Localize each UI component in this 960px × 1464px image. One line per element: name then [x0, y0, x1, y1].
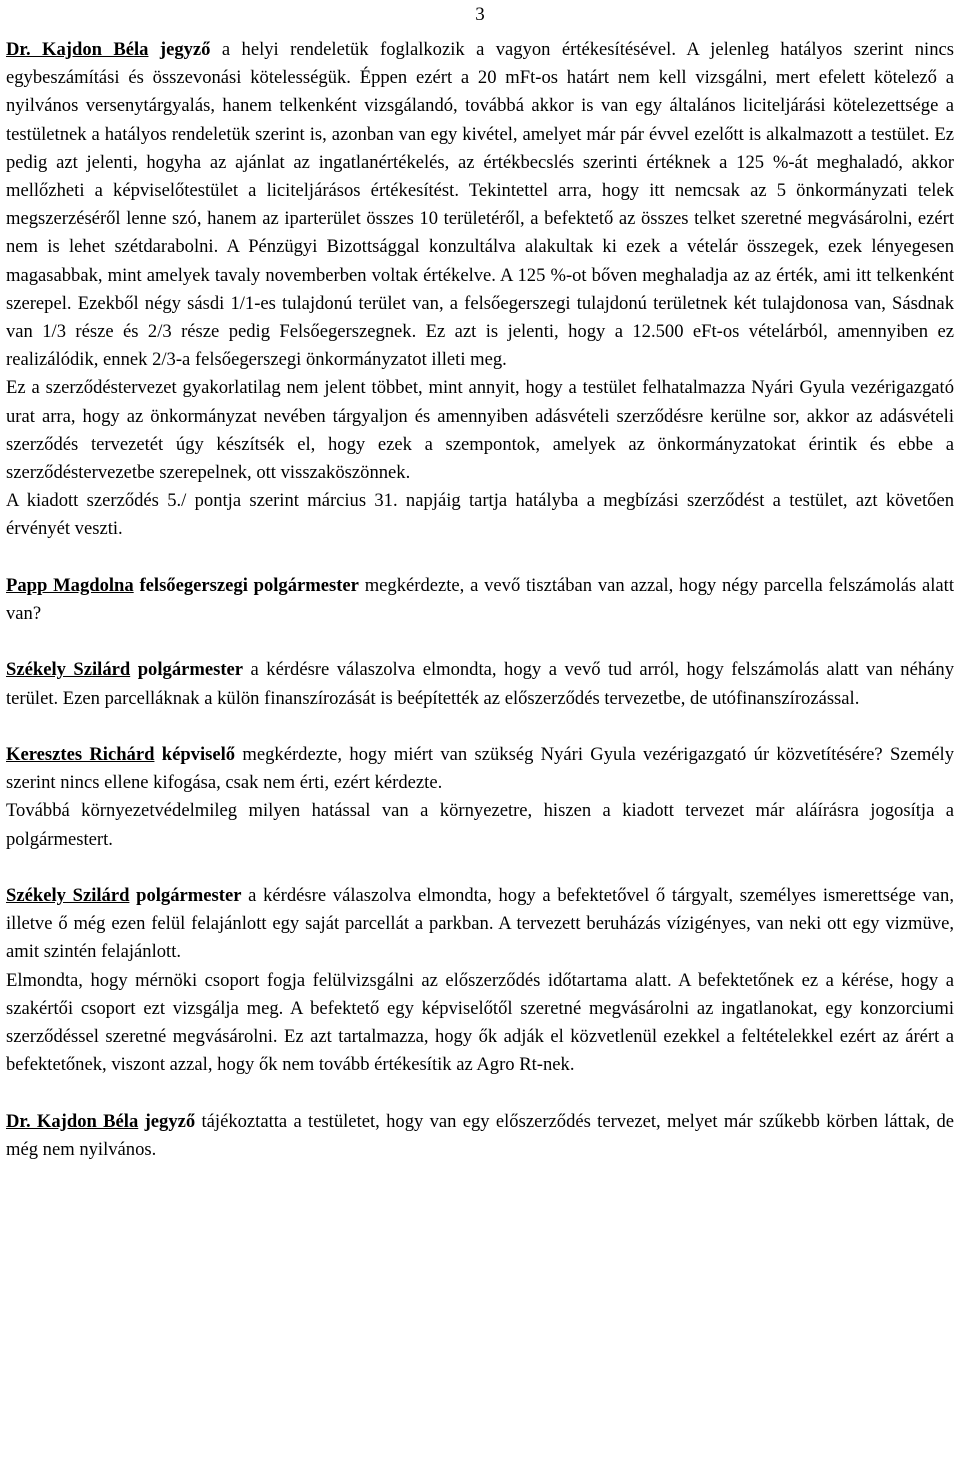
speaker-name: Székely Szilárd: [6, 659, 131, 681]
paragraph-jegyzo-2: [6, 1108, 954, 1164]
document-body: [6, 36, 954, 1164]
speaker-label: [6, 659, 243, 680]
paragraph-continuation: A kiadott szerződés 5./ pontja szerint március 31. napjáig tartja hatályba a megbízási szerződést a testület, azt követően érvényét veszti.: [6, 490, 954, 540]
paragraph-spacer: [6, 854, 954, 882]
speaker-role: felsőegerszegi polgármester: [139, 574, 359, 596]
paragraph-text: megkérdezte, a vevő tisztában van azzal, hogy négy parcella felszámolás alatt van?: [6, 574, 954, 625]
paragraph-jegyzo-1: [6, 36, 954, 374]
paragraph-text: a kérdésre válaszolva elmondta, hogy a vevő tud arról, hogy felszámolás alatt van néhány terület. Ezen parcelláknak a külön finanszírozását is beépítették az előszerződés tervezetbe, de utófinanszírozással.: [6, 659, 955, 709]
paragraph-szekely-szilard-2: [6, 882, 954, 967]
paragraph-spacer: [6, 544, 954, 572]
paragraph-papp-magdolna: [6, 572, 954, 628]
paragraph-text: a kérdésre válaszolva elmondta, hogy a befektetővel ő tárgyalt, személyes ismerettsége van, illetve ő még ezen felül felajánlott egy saját parcellát a parkban. A tervezett beruházás vízigényes, van neki ott egy vizmüve, amit szintén felajánlott.: [6, 885, 954, 963]
paragraph-continuation: Elmondta, hogy mérnöki csoport fogja felülvizsgálni az előszerződés időtartama alatt. A befektetőnek ez a kérése, hogy a szakértői csoport ezt vizsgálja meg. A befektető egy képviselőtől szeretné megvásárolni az ingatlanokat, egy konzorciumi szerződéssel szeretné megvásárolni. Ez azt tartalmazza, hogy ők adják el közvetlenül ezekkel a feltételekkel ezért az árért a befektetőnek, viszont azzal, hogy ők nem tovább értékesítik az Agro Rt-nek.: [6, 969, 954, 1076]
speaker-name: Székely Szilárd: [6, 885, 130, 907]
paragraph-spacer: [6, 1079, 954, 1107]
speaker-name: Dr. Kajdon Béla: [6, 39, 149, 60]
paragraph-spacer: [6, 628, 954, 656]
speaker-name: Papp Magdolna: [6, 574, 134, 596]
speaker-role: polgármester: [137, 659, 244, 681]
page-number: 3: [475, 4, 485, 25]
paragraph-continuation: Továbbá környezetvédelmileg milyen hatással van a környezetre, hiszen a kiadott tervezet már aláírásra jogosítja a polgármestert.: [6, 800, 954, 850]
paragraph-keresztes-richard: [6, 741, 954, 797]
speaker-role: jegyző: [159, 39, 211, 60]
speaker-label: [6, 744, 235, 765]
paragraph-text: tájékoztatta a testületet, hogy van egy előszerződés tervezet, melyet már szűkebb körben láttak, de még nem nyilvános.: [6, 1110, 955, 1160]
paragraph-szekely-szilard-1: [6, 656, 954, 712]
speaker-role: jegyző: [144, 1110, 196, 1132]
speaker-label: [6, 575, 359, 596]
speaker-name: Keresztes Richárd: [6, 744, 155, 766]
speaker-label: [6, 885, 241, 906]
paragraph-text: a helyi rendeletük foglalkozik a vagyon értékesítésével. A jelenleg hatályos szerint nincs egybeszámítási és összevonási kötelességük. Éppen ezért a 20 mFt-os határt nem kell vizsgálni, mert efelett kötelező a nyilvános versenytárgyalás, hanem telkenként vizsgálandó, továbbá akkor is van egy általános liciteljárási kötelezettsége a testületnek a hatályos rendeletük szerint is, azonban van egy kivétel, amelyet már pár évvel ezelőtt is alkalmazott a testület. Ez pedig azt jelenti, hogyha az ajánlat az ingatlanértékelés, az értékbecslés szerinti értéknek a 125 %-át meghaladó, akkor mellőzheti a képviselőtestület a liciteljárásos értékesítést. Tekintettel arra, hogy itt nemcsak az 5 önkormányzati telek megszerzéséről lenne szó, hanem az iparterület összes 10 területéről, a befektető az összes telket szeretné megvásárolni, ezért nem is lehet szétdarabolni. A Pénzügyi Bizottsággal konzultálva alakultak ki ezek a vételár összegek, ezek lényegesen magasabbak, mint amelyek tavaly novemberben voltak értékelve. A 125 %-ot bőven meghaladja az az érték, ami itt telkenként szerepel. Ezekből négy sásdi 1/1-es tulajdonú terület van, a felsőegerszegi tulajdonú területnek két tulajdonosa van, Sásdnak van 1/3 része és 2/3 része pedig Felsőegerszegnek. Ez azt is jelenti, hogy a 12.500 eFt-os vételárból, amennyiben ez realizálódik, ennek 2/3-a felsőegerszegi önkormányzatot illeti meg.: [6, 39, 954, 371]
speaker-role: képviselő: [161, 744, 236, 766]
speaker-role: polgármester: [136, 885, 242, 907]
speaker-label: [6, 39, 210, 60]
paragraph-spacer: [6, 713, 954, 741]
speaker-name: Dr. Kajdon Béla: [6, 1110, 139, 1132]
speaker-label: [6, 1111, 195, 1132]
paragraph-continuation: Ez a szerződéstervezet gyakorlatilag nem jelent többet, mint annyit, hogy a testület felhatalmazza Nyári Gyula vezérigazgató urat arra, hogy az önkormányzat nevében tárgyaljon és amennyiben adásvételi szerződésre kerülne sor, akkor az adásvételi szerződés tervezetét úgy készítsék el, hogy ezek a szempontok, amelyek az önkormányzatokat érintik és ebbe a szerződéstervezetbe szerepelnek, ott visszaköszönnek.: [6, 377, 954, 484]
paragraph-text: megkérdezte, hogy miért van szükség Nyári Gyula vezérigazgató úr közvetítésére? Személy szerint nincs ellene kifogása, csak nem érti, ezért kérdezte.: [6, 744, 955, 794]
